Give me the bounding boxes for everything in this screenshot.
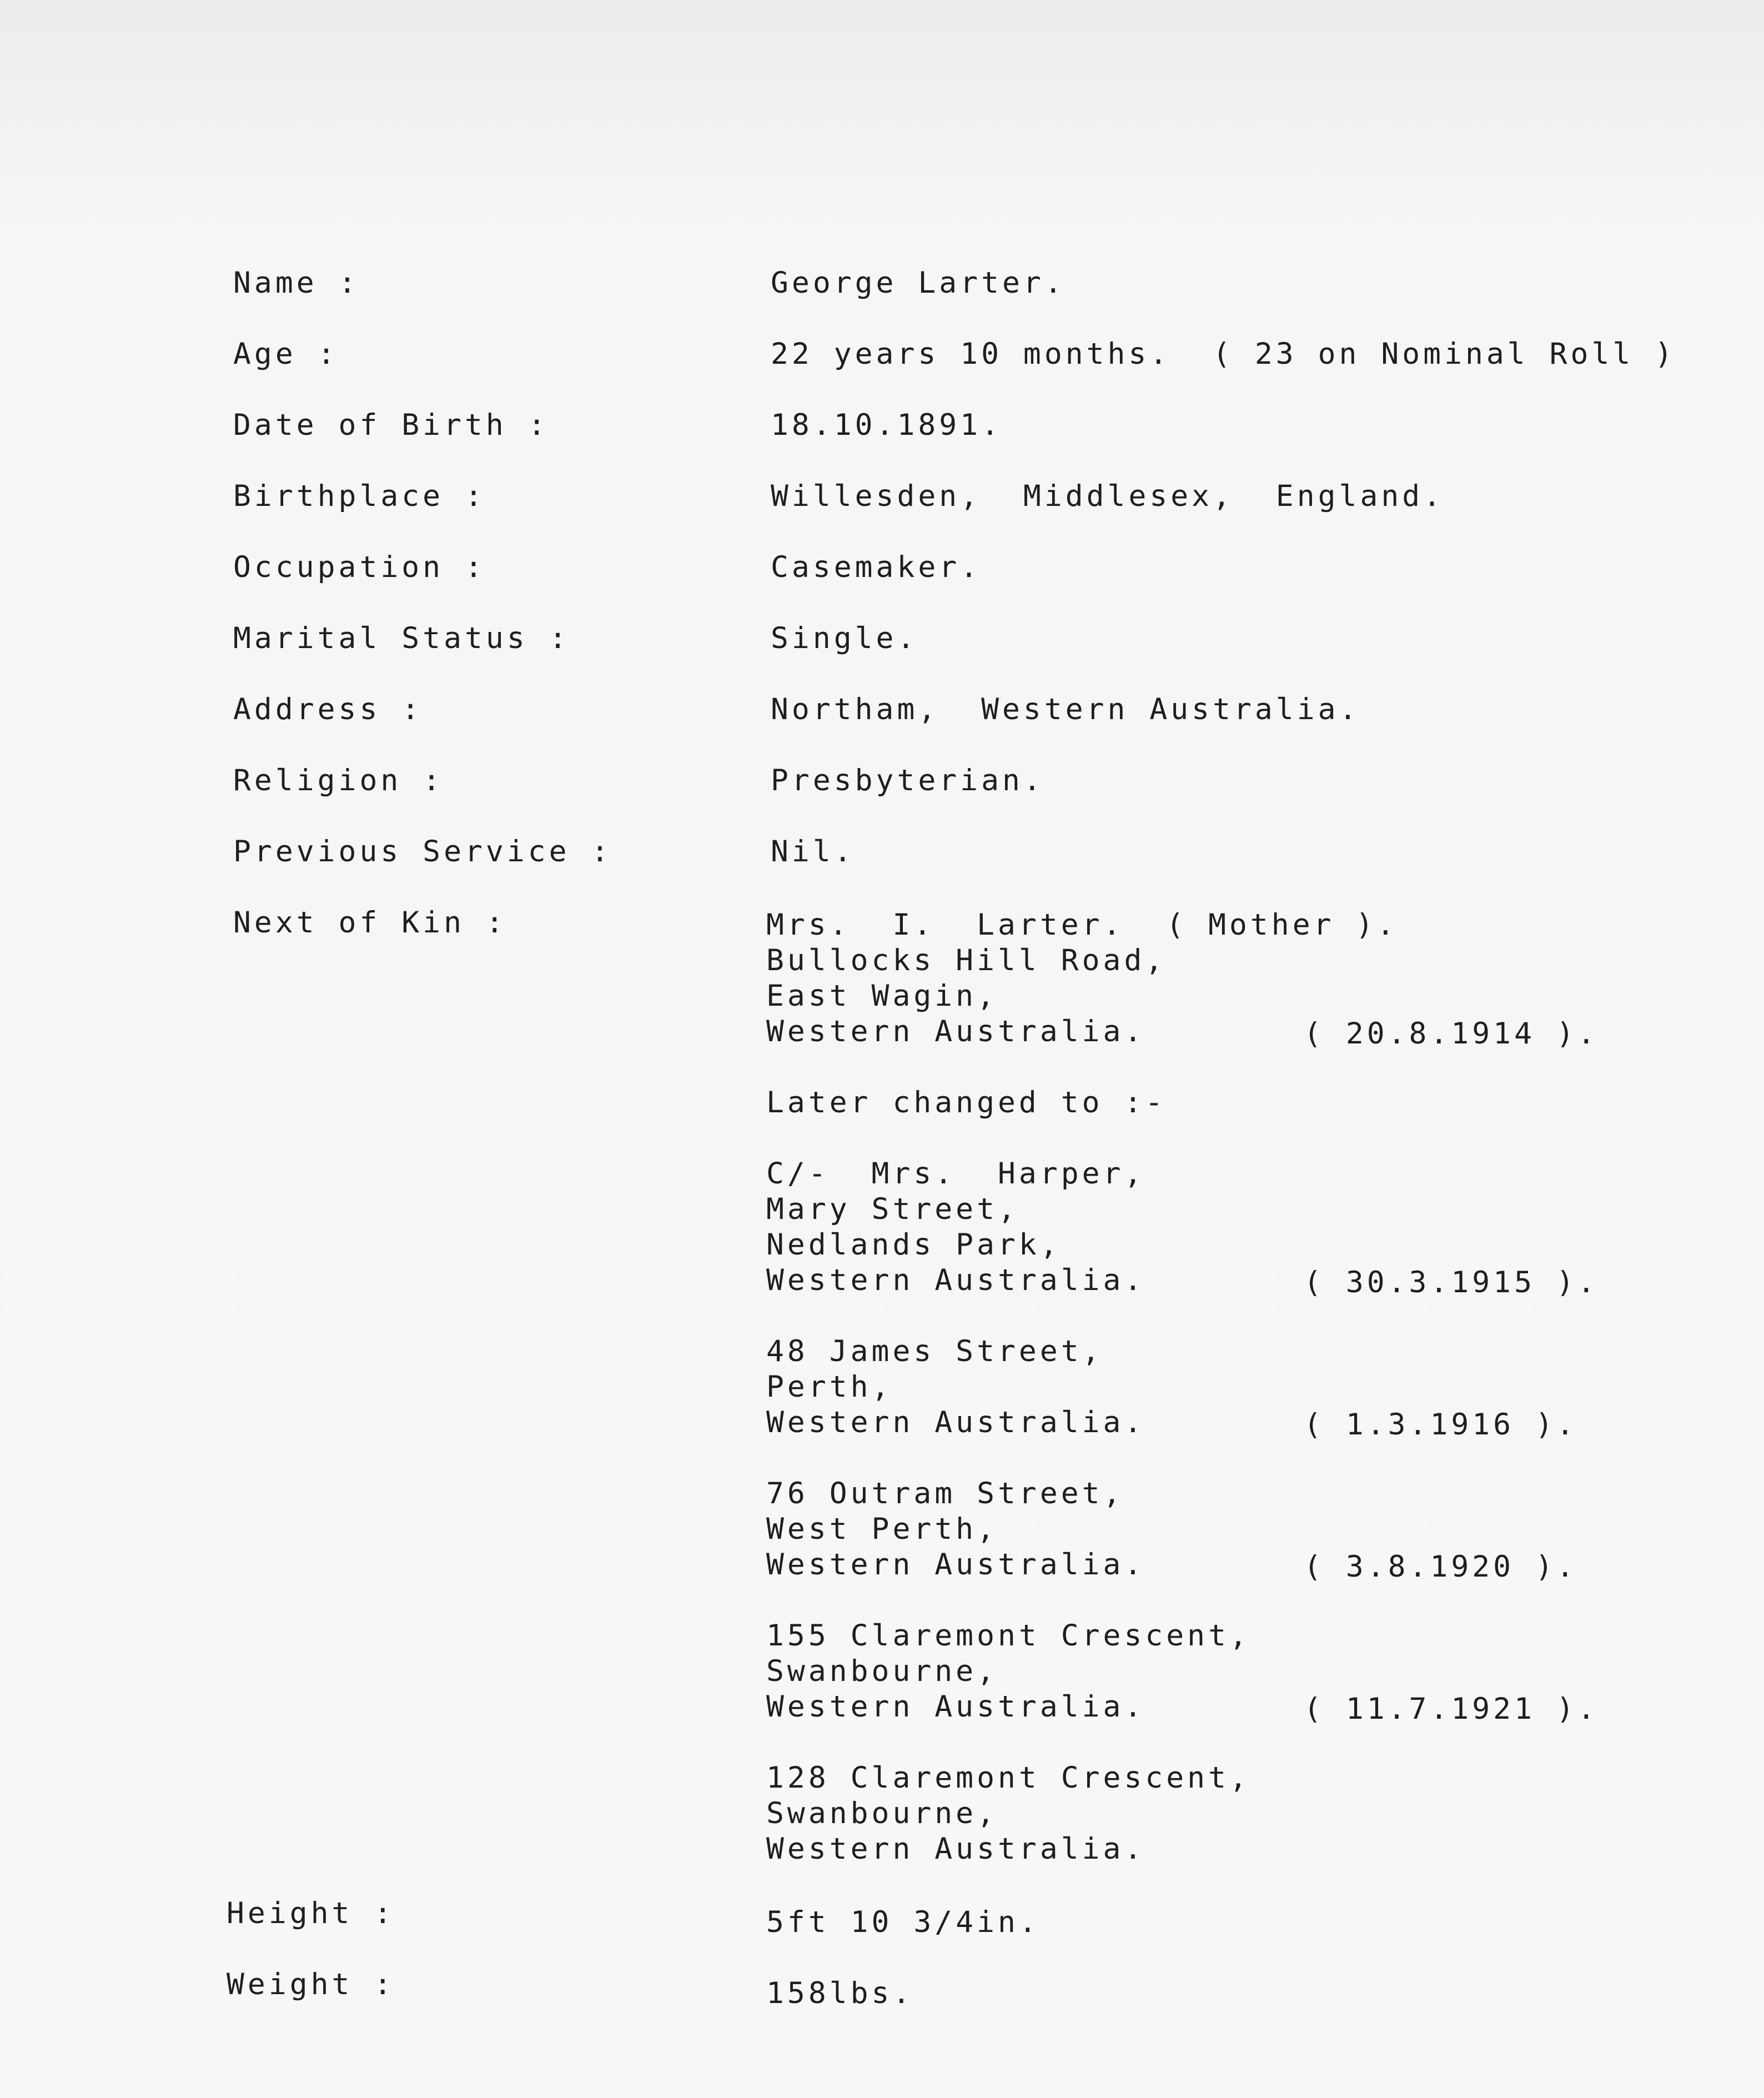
kin-address-line: 76 Outram Street, (766, 1477, 1124, 1510)
previous-service-value: Nil. (771, 835, 855, 869)
religion-label: Religion : (233, 764, 444, 797)
name-value: George Larter. (771, 266, 1066, 300)
weight-value: 158lbs. (766, 1976, 914, 2010)
previous-service-label: Previous Service : (233, 835, 612, 869)
kin-address-line: Mary Street, (766, 1192, 1019, 1226)
marital-status-value: Single. (771, 621, 918, 655)
age-value: 22 years 10 months. ( 23 on Nominal Roll ) (771, 337, 1676, 371)
kin-address-line: Western Australia. (766, 1015, 1145, 1048)
kin-change-date: ( 30.3.1915 ). (1304, 1266, 1599, 1299)
kin-address-line: Western Australia. (766, 1690, 1145, 1724)
occupation-label: Occupation : (233, 550, 486, 584)
kin-address-line: 128 Claremont Crescent, (766, 1761, 1250, 1795)
kin-address-line: Western Australia. (766, 1406, 1145, 1439)
kin-change-note: Later changed to :- (766, 1086, 1167, 1120)
kin-change-date: ( 3.8.1920 ). (1304, 1550, 1577, 1584)
religion-value: Presbyterian. (771, 764, 1044, 797)
birthplace-label: Birthplace : (233, 479, 486, 513)
kin-change-date: ( 1.3.1916 ). (1304, 1408, 1577, 1442)
kin-address-line: Swanbourne, (766, 1654, 998, 1688)
kin-address-line: 155 Claremont Crescent, (766, 1619, 1250, 1653)
kin-change-date: ( 11.7.1921 ). (1304, 1692, 1599, 1726)
kin-address-line: West Perth, (766, 1512, 998, 1546)
birthplace-value: Willesden, Middlesex, England. (771, 479, 1445, 513)
kin-address-line: Western Australia. (766, 1548, 1145, 1582)
kin-address-line: Perth, (766, 1370, 893, 1404)
kin-address-line: Western Australia. (766, 1263, 1145, 1297)
name-label: Name : (233, 266, 360, 300)
marital-status-label: Marital Status : (233, 621, 570, 655)
address-value: Northam, Western Australia. (771, 692, 1360, 726)
occupation-value: Casemaker. (771, 550, 982, 584)
age-label: Age : (233, 337, 339, 371)
kin-address-line: C/- Mrs. Harper, (766, 1157, 1145, 1191)
kin-address-line: Mrs. I. Larter. ( Mother ). (766, 908, 1398, 942)
height-label: Height : (227, 1896, 395, 1930)
kin-address-line: Swanbourne, (766, 1796, 998, 1830)
height-value: 5ft 10 3/4in. (766, 1905, 1040, 1939)
date-of-birth-label: Date of Birth : (233, 408, 549, 442)
weight-label: Weight : (227, 1967, 395, 2001)
next-of-kin-label: Next of Kin : (233, 906, 507, 940)
address-label: Address : (233, 692, 423, 726)
kin-change-date: ( 20.8.1914 ). (1304, 1017, 1599, 1051)
kin-address-line: Bullocks Hill Road, (766, 943, 1167, 977)
kin-address-line: East Wagin, (766, 979, 998, 1013)
kin-address-line: 48 James Street, (766, 1334, 1103, 1368)
kin-address-line: Western Australia. (766, 1832, 1145, 1866)
kin-address-line: Nedlands Park, (766, 1228, 1061, 1262)
date-of-birth-value: 18.10.1891. (771, 408, 1002, 442)
